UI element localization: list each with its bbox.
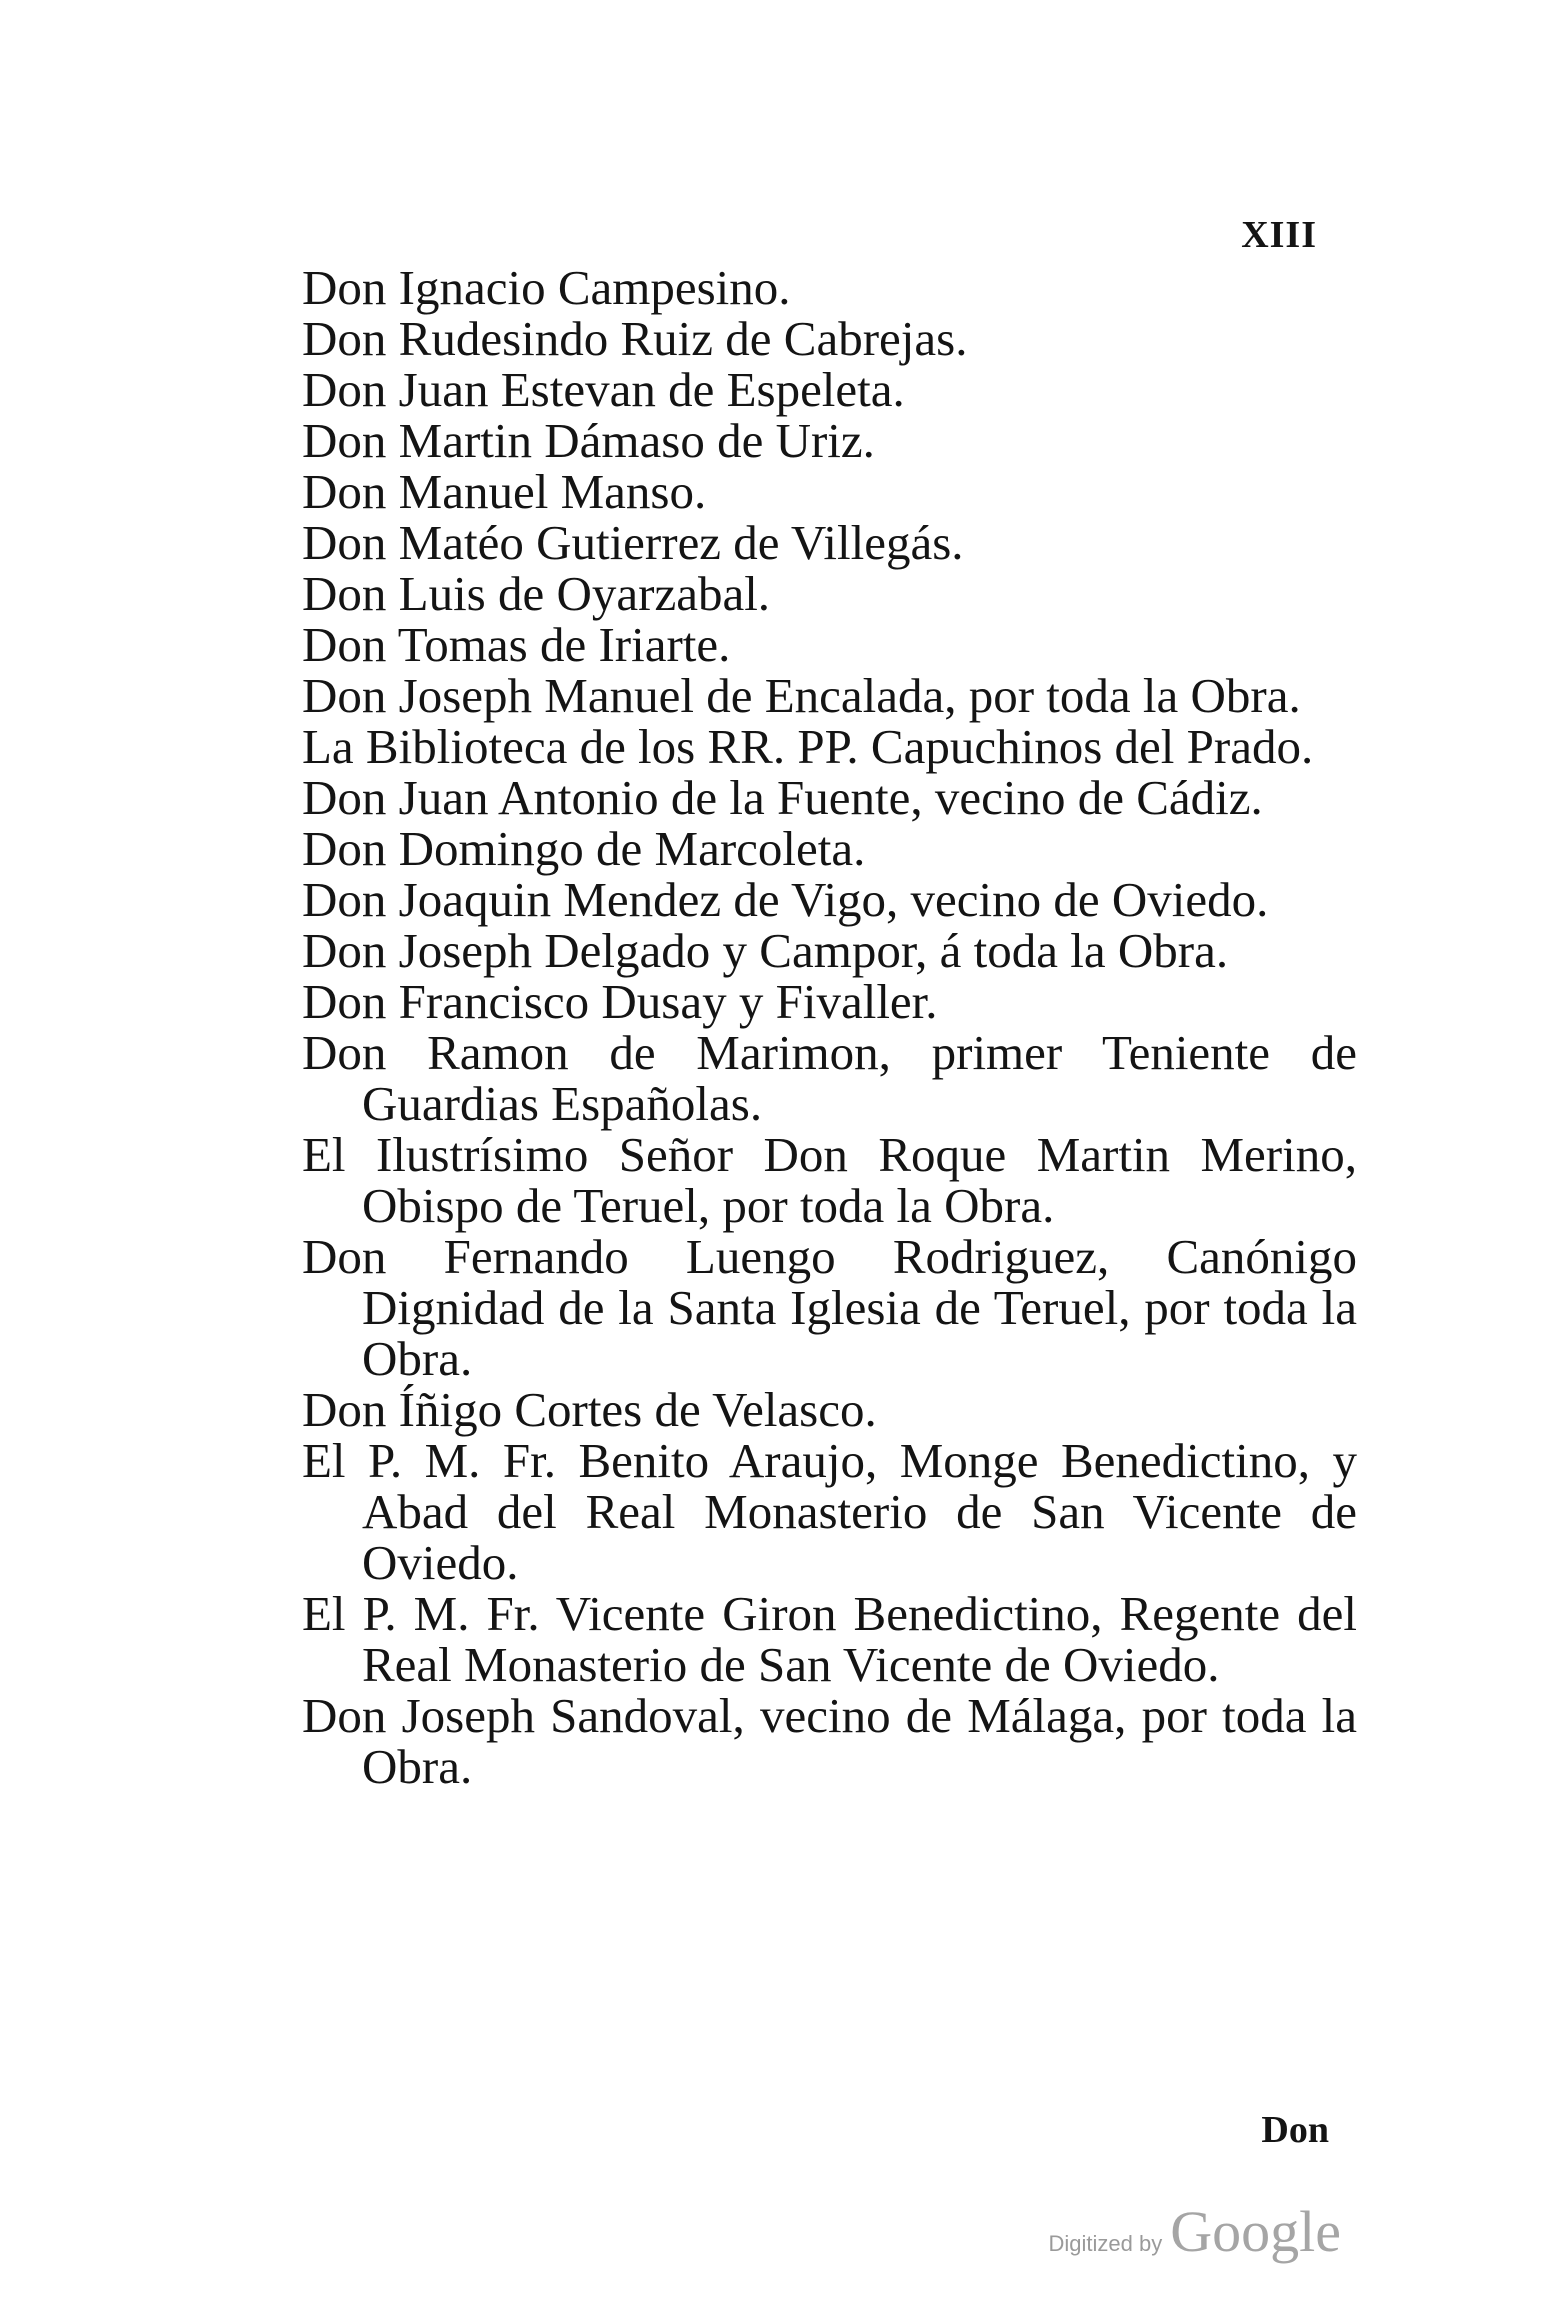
list-item: Don Francisco Dusay y Fivaller. (302, 974, 938, 1029)
page-number: XIII (1241, 214, 1317, 256)
list-item: Don Joseph Delgado y Campor, á toda la Obra. (302, 923, 1229, 978)
list-item: El P. M. Fr. Vicente Giron Benedictino, Regente del Real Monasterio de San Vicente de Oviedo. (302, 1586, 1357, 1692)
list-item: Don Joaquin Mendez de Vigo, vecino de Oviedo. (302, 872, 1269, 927)
list-item: Don Juan Estevan de Espeleta. (302, 362, 905, 417)
catchword: Don (1261, 2109, 1329, 2151)
list-item: Don Juan Antonio de la Fuente, vecino de Cádiz. (302, 770, 1263, 825)
list-item: Don Rudesindo Ruiz de Cabrejas. (302, 311, 968, 366)
list-item: El P. M. Fr. Benito Araujo, Monge Benedictino, y Abad del Real Monasterio de San Vicente de Oviedo. (302, 1433, 1357, 1590)
list-item: Don Matéo Gutierrez de Villegás. (302, 515, 964, 570)
google-logo: Google (1170, 2199, 1341, 2264)
watermark-prefix: Digitized by (1048, 2231, 1163, 2256)
list-item: Don Luis de Oyarzabal. (302, 566, 771, 621)
list-item: Don Fernando Luengo Rodriguez, Canónigo Dignidad de la Santa Iglesia de Teruel, por toda la Obra. (302, 1229, 1357, 1386)
list-item: Don Martin Dámaso de Uriz. (302, 413, 875, 468)
list-item: Don Ramon de Marimon, primer Teniente de Guardias Españolas. (302, 1025, 1357, 1131)
digitization-watermark (1049, 2198, 1341, 2265)
list-item: El Ilustrísimo Señor Don Roque Martin Merino, Obispo de Teruel, por toda la Obra. (302, 1127, 1357, 1233)
list-item: Don Ignacio Campesino. (302, 260, 791, 315)
list-item: Don Íñigo Cortes de Velasco. (302, 1382, 877, 1437)
list-item: Don Joseph Sandoval, vecino de Málaga, por toda la Obra. (302, 1688, 1357, 1794)
subscriber-list (302, 262, 1357, 1792)
list-item: Don Tomas de Iriarte. (302, 617, 731, 672)
list-item: Don Domingo de Marcoleta. (302, 821, 866, 876)
list-item: La Biblioteca de los RR. PP. Capuchinos del Prado. (302, 719, 1314, 774)
list-item: Don Manuel Manso. (302, 464, 707, 519)
list-item: Don Joseph Manuel de Encalada, por toda la Obra. (302, 668, 1301, 723)
